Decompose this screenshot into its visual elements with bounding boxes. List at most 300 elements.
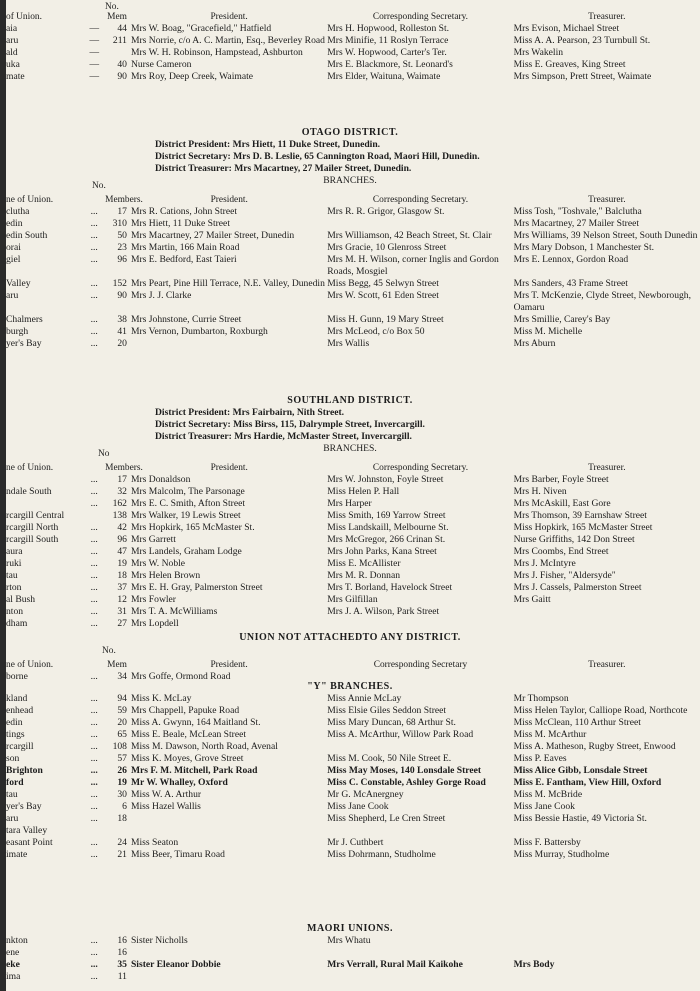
dash-mark: ...	[90, 314, 98, 325]
dash-mark: —	[89, 71, 100, 82]
union-name: imate	[6, 849, 28, 860]
union-name: aia	[6, 23, 18, 34]
member-count: 12	[117, 594, 127, 605]
union-name: rcargill	[6, 741, 34, 752]
secretary-cell: Miss C. Constable, Ashley Gorge Road	[327, 777, 486, 788]
maori-title: MAORI UNIONS.	[307, 923, 393, 934]
union-name: ford	[6, 777, 24, 788]
president-cell: Mrs J. J. Clarke	[130, 290, 192, 301]
table-row	[0, 546, 700, 558]
president-cell: Mrs Malcolm, The Parsonage	[130, 486, 245, 497]
dash-mark: —	[89, 59, 100, 70]
table-row	[0, 23, 700, 35]
header-mem-no: No.	[92, 181, 106, 191]
member-count: 35	[117, 959, 127, 970]
union-name: edin	[6, 717, 23, 728]
president-cell: Mrs Walker, 19 Lewis Street	[130, 510, 241, 521]
union-name: edin	[6, 218, 23, 229]
table-row	[0, 765, 700, 777]
president-cell: Mrs R. Cations, John Street	[130, 206, 238, 217]
table-row	[0, 35, 700, 47]
president-cell: Miss A. Gwynn, 164 Maitland St.	[130, 717, 261, 728]
president-cell: Mrs E. Bedford, East Taieri	[130, 254, 237, 265]
dash-mark: ...	[90, 534, 98, 545]
union-name: rcargill North	[6, 522, 59, 533]
union-name: rcargill Central	[6, 510, 65, 521]
table-row	[0, 314, 700, 326]
header-president: President.	[210, 463, 248, 473]
treasurer-cell: Mrs Aburn	[513, 338, 556, 349]
secretary-cell: Miss Smith, 169 Yarrow Street	[327, 510, 446, 521]
southland-title: SOUTHLAND DISTRICT.	[287, 395, 413, 406]
union-name: burgh	[6, 326, 29, 337]
dash-mark: ...	[90, 741, 98, 752]
union-name: clutha	[6, 206, 30, 217]
table-row	[0, 594, 700, 606]
header-union: ne of Union.	[6, 660, 54, 670]
union-name: ald	[6, 47, 18, 58]
member-count: 310	[112, 218, 127, 229]
secretary-cell: Mrs T. Borland, Havelock Street	[327, 582, 453, 593]
table-row	[0, 947, 700, 959]
y-branches-section	[0, 679, 700, 861]
treasurer-cell: Miss Helen Taylor, Calliope Road, Northcote	[513, 705, 688, 716]
table-row	[0, 837, 700, 849]
union-name: nton	[6, 606, 24, 617]
president-cell: Mrs Garrett	[130, 534, 176, 545]
member-count: 19	[117, 777, 127, 788]
member-count: 138	[112, 510, 127, 521]
member-count: 18	[117, 570, 127, 581]
table-row	[0, 486, 700, 498]
union-name: borne	[6, 671, 28, 682]
header-secretary: Corresponding Secretary	[373, 660, 468, 670]
member-count: 38	[117, 314, 127, 325]
secretary-cell: Mrs R. R. Grigor, Glasgow St.	[327, 206, 445, 217]
treasurer-cell: Miss M. Michelle	[513, 326, 583, 337]
dash-mark: ...	[90, 546, 98, 557]
union-name: easant Point	[6, 837, 53, 848]
southland-header	[0, 462, 700, 474]
treasurer-cell: Miss E. Greaves, King Street	[513, 59, 626, 70]
table-row	[0, 278, 700, 290]
member-count: 47	[117, 546, 127, 557]
secretary-cell: Miss Annie McLay	[327, 693, 402, 704]
treasurer-cell: Mrs Williams, 39 Nelson Street, South Dunedin	[513, 230, 698, 241]
secretary-cell: Miss Begg, 45 Selwyn Street	[327, 278, 439, 289]
president-cell: Mrs W. H. Robinson, Hampstead, Ashburton	[130, 47, 303, 58]
treasurer-cell: Mrs J. Cassels, Palmerston Street	[513, 582, 642, 593]
dash-mark: ...	[90, 693, 98, 704]
president-cell: Mrs Fowler	[130, 594, 176, 605]
header-treasurer: Treasurer.	[588, 195, 626, 205]
secretary-cell: Miss Shepherd, Le Cren Street	[327, 813, 446, 824]
treasurer-cell: Miss A. A. Pearson, 23 Turnbull St.	[513, 35, 651, 46]
union-name: ima	[6, 971, 21, 982]
union-name: dham	[6, 618, 28, 629]
header-union: ne of Union.	[6, 195, 54, 205]
secretary-cell: Mrs J. A. Wilson, Park Street	[327, 606, 440, 617]
union-name: tings	[6, 729, 25, 740]
secretary-cell: Miss Helen P. Hall	[327, 486, 400, 497]
secretary-cell: Miss Mary Duncan, 68 Arthur St.	[327, 717, 456, 728]
member-count: 26	[117, 765, 127, 776]
dash-mark: ...	[90, 594, 98, 605]
header-secretary: Corresponding Secretary.	[372, 463, 469, 473]
treasurer-cell: Mr Thompson	[513, 693, 569, 704]
treasurer-cell: Mrs McAskill, East Gore	[513, 498, 611, 509]
secretary-cell: Mrs McLeod, c/o Box 50	[327, 326, 425, 337]
treasurer-cell: Miss M. McBride	[513, 789, 583, 800]
secretary-cell: Miss Jane Cook	[327, 801, 389, 812]
southland-president: District President: Mrs Fairbairn, Nith Street.	[155, 407, 345, 418]
member-count: 96	[117, 534, 127, 545]
dash-mark: ...	[90, 971, 98, 982]
member-count: 19	[117, 558, 127, 569]
union-name: ruki	[6, 558, 22, 569]
member-count: 11	[117, 971, 127, 982]
member-count: 20	[117, 338, 127, 349]
member-count: 90	[117, 71, 127, 82]
maori-section	[0, 921, 700, 983]
secretary-cell: Mrs Gilfillan	[327, 594, 378, 605]
header-treasurer: Treasurer.	[588, 12, 626, 22]
union-name: ndale South	[6, 486, 52, 497]
dash-mark: ...	[90, 789, 98, 800]
dash-mark: ...	[90, 837, 98, 848]
treasurer-cell: Mrs Evison, Michael Street	[513, 23, 620, 34]
secretary-cell: Mrs Whatu	[327, 935, 371, 946]
treasurer-cell: Mrs Barber, Foyle Street	[513, 474, 609, 485]
table-row	[0, 510, 700, 522]
secretary-cell: Miss Dohrmann, Studholme	[327, 849, 436, 860]
president-cell: Mrs W. Boag, "Gracefield," Hatfield	[130, 23, 272, 34]
member-count: 18	[117, 813, 127, 824]
president-cell: Mrs Martin, 166 Main Road	[130, 242, 240, 253]
otago-president: District President: Mrs Hiett, 11 Duke Street, Dunedin.	[155, 139, 381, 150]
otago-rows	[0, 206, 700, 350]
header-president: President.	[210, 660, 248, 670]
canterbury-rows	[0, 23, 700, 83]
dash-mark: ...	[90, 947, 98, 958]
table-row	[0, 242, 700, 254]
treasurer-cell: Mrs Thomson, 39 Earnshaw Street	[513, 510, 647, 521]
table-row	[0, 582, 700, 594]
member-count: 162	[112, 498, 127, 509]
union-name: aru	[6, 290, 19, 301]
president-cell: Miss E. Beale, McLean Street	[130, 729, 247, 740]
dash-mark: ...	[90, 671, 98, 682]
treasurer-cell: Miss Alice Gibb, Lonsdale Street	[513, 765, 648, 776]
union-name: aru	[6, 813, 19, 824]
table-row	[0, 693, 700, 705]
otago-treasurer: District Treasurer: Mrs Macartney, 27 Mailer Street, Dunedin.	[155, 163, 412, 174]
member-count: 42	[117, 522, 127, 533]
header-mem: Members.	[105, 463, 143, 473]
member-count: 40	[117, 59, 127, 70]
member-count: 27	[117, 618, 127, 629]
table-row	[0, 935, 700, 947]
member-count: 211	[112, 35, 127, 46]
treasurer-cell: Mrs Macartney, 27 Mailer Street	[513, 218, 640, 229]
member-count: 50	[117, 230, 127, 241]
president-cell: Mrs Donaldson	[130, 474, 191, 485]
president-cell: Mrs Chappell, Papuke Road	[130, 705, 240, 716]
union-name: kland	[6, 693, 28, 704]
president-cell: Mrs Peart, Pine Hill Terrace, N.E. Valley, Dunedin	[130, 278, 325, 289]
dash-mark: ...	[90, 254, 98, 265]
table-row	[0, 825, 700, 837]
table-row	[0, 777, 700, 789]
president-cell: Miss W. A. Arthur	[130, 789, 202, 800]
southland-secretary: District Secretary: Miss Birss, 115, Dalrymple Street, Invercargill.	[155, 419, 425, 430]
union-name: Valley	[6, 278, 31, 289]
dash-mark: ...	[90, 326, 98, 337]
president-cell: Mrs Roy, Deep Creek, Waimate	[130, 71, 254, 82]
member-count: 16	[117, 947, 127, 958]
table-row	[0, 534, 700, 546]
member-count: 32	[117, 486, 127, 497]
member-count: 90	[117, 290, 127, 301]
member-count: 41	[117, 326, 127, 337]
president-cell: Miss M. Dawson, North Road, Avenal	[130, 741, 278, 752]
table-row	[0, 570, 700, 582]
secretary-cell: Mrs W. Scott, 61 Eden Street	[327, 290, 439, 301]
dash-mark: ...	[90, 618, 98, 629]
header-president: President.	[210, 195, 248, 205]
treasurer-cell: Mrs Mary Dobson, 1 Manchester St.	[513, 242, 655, 253]
dash-mark: ...	[90, 753, 98, 764]
dash-mark: ...	[90, 765, 98, 776]
secretary-cell: Mrs Minifie, 11 Roslyn Terrace	[327, 35, 449, 46]
secretary-cell: Miss Elsie Giles Seddon Street	[327, 705, 447, 716]
dash-mark: ...	[90, 849, 98, 860]
union-name: yer's Bay	[6, 801, 42, 812]
president-cell: Mrs Helen Brown	[130, 570, 201, 581]
table-row	[0, 59, 700, 71]
table-row	[0, 338, 700, 350]
treasurer-cell: Mrs Sanders, 43 Frame Street	[513, 278, 628, 289]
southland-branches: BRANCHES.	[323, 443, 377, 454]
president-cell: Sister Eleanor Dobbie	[130, 959, 221, 970]
treasurer-cell: Mrs E. Lennox, Gordon Road	[513, 254, 629, 265]
president-cell: Miss K. Moyes, Grove Street	[130, 753, 244, 764]
member-count: 152	[112, 278, 127, 289]
member-count: 17	[117, 206, 127, 217]
canterbury-section	[0, 0, 700, 83]
treasurer-cell: Miss E. Fantham, View Hill, Oxford	[513, 777, 662, 788]
member-count: 65	[117, 729, 127, 740]
header-treasurer: Treasurer.	[588, 660, 626, 670]
member-count: 6	[122, 801, 127, 812]
union-name: Chalmers	[6, 314, 43, 325]
unattached-header	[0, 659, 700, 671]
secretary-cell: Mr J. Cuthbert	[327, 837, 384, 848]
southland-rows	[0, 474, 700, 630]
treasurer-cell: Mrs J. McIntyre	[513, 558, 576, 569]
header-mem-no: No	[98, 449, 110, 459]
member-count: 24	[117, 837, 127, 848]
table-row	[0, 618, 700, 630]
otago-secretary: District Secretary: Mrs D. B. Leslie, 65 Cannington Road, Maori Hill, Dunedin.	[155, 151, 480, 162]
secretary-cell: Mrs H. Hopwood, Rolleston St.	[327, 23, 450, 34]
header-secretary: Corresponding Secretary.	[372, 195, 469, 205]
dash-mark: ...	[90, 801, 98, 812]
table-row	[0, 959, 700, 971]
table-row	[0, 206, 700, 218]
member-count: 16	[117, 935, 127, 946]
president-cell: Mrs E. H. Gray, Palmerston Street	[130, 582, 263, 593]
secretary-cell: Miss Landskaill, Melbourne St.	[327, 522, 449, 533]
treasurer-cell: Miss Bessie Hastie, 49 Victoria St.	[513, 813, 647, 824]
president-cell: Miss Beer, Timaru Road	[130, 849, 225, 860]
maori-rows	[0, 935, 700, 983]
member-count: 17	[117, 474, 127, 485]
secretary-cell: Mrs Williamson, 42 Beach Street, St. Clair	[327, 230, 492, 241]
member-count: 30	[117, 789, 127, 800]
dash-mark: ...	[90, 486, 98, 497]
union-name: al Bush	[6, 594, 36, 605]
dash-mark: ...	[90, 498, 98, 509]
president-cell: Sister Nicholls	[130, 935, 188, 946]
union-name: rton	[6, 582, 22, 593]
dash-mark: ...	[90, 206, 98, 217]
member-count: 94	[117, 693, 127, 704]
table-row	[0, 789, 700, 801]
president-cell: Mrs E. C. Smith, Afton Street	[130, 498, 246, 509]
dash-mark: ...	[90, 777, 98, 788]
union-name: mate	[6, 71, 25, 82]
secretary-cell: Mrs Wallis	[327, 338, 370, 349]
treasurer-cell: Mrs T. McKenzie, Clyde Street, Newborough, Oamaru	[513, 290, 691, 313]
president-cell: Miss Seaton	[130, 837, 179, 848]
header-mem: Mem	[107, 12, 127, 22]
dash-mark: ...	[90, 729, 98, 740]
treasurer-cell: Mrs J. Fisher, "Aldersyde"	[513, 570, 616, 581]
president-cell: Mrs Landels, Graham Lodge	[130, 546, 242, 557]
otago-title: OTAGO DISTRICT.	[301, 127, 399, 138]
president-cell: Mrs Johnstone, Currie Street	[130, 314, 242, 325]
table-row	[0, 753, 700, 765]
union-name: ene	[6, 947, 20, 958]
member-count: 37	[117, 582, 127, 593]
secretary-cell: Mrs Harper	[327, 498, 372, 509]
member-count: 57	[117, 753, 127, 764]
header-president: President.	[210, 12, 248, 22]
union-name: son	[6, 753, 20, 764]
header-union: of Union.	[6, 12, 42, 22]
secretary-cell: Mrs John Parks, Kana Street	[327, 546, 437, 557]
treasurer-cell: Miss Tosh, "Toshvale," Balclutha	[513, 206, 642, 217]
table-row	[0, 741, 700, 753]
secretary-cell: Mrs Gracie, 10 Glenross Street	[327, 242, 447, 253]
dash-mark: ...	[90, 522, 98, 533]
president-cell: Mrs Vernon, Dumbarton, Roxburgh	[130, 326, 268, 337]
president-cell: Mrs Norrie, c/o A. C. Martin, Esq., Beverley Road	[130, 35, 325, 46]
southland-treasurer: District Treasurer: Mrs Hardie, McMaster Street, Invercargill.	[155, 431, 412, 442]
treasurer-cell: Mrs Simpson, Prett Street, Waimate	[513, 71, 652, 82]
dash-mark: ...	[90, 570, 98, 581]
treasurer-cell: Miss A. Matheson, Rugby Street, Enwood	[513, 741, 676, 752]
header-mem-no: No.	[102, 646, 116, 656]
treasurer-cell: Mrs Gaitt	[513, 594, 551, 605]
dash-mark: ...	[90, 606, 98, 617]
union-name: edin South	[6, 230, 48, 241]
secretary-cell: Miss H. Gunn, 19 Mary Street	[327, 314, 444, 325]
dash-mark: ...	[90, 278, 98, 289]
president-cell: Mrs Lopdell	[130, 618, 179, 629]
table-row	[0, 254, 700, 278]
president-cell: Mrs W. Noble	[130, 558, 186, 569]
table-row	[0, 71, 700, 83]
member-count: 108	[112, 741, 127, 752]
dash-mark: ...	[90, 290, 98, 301]
president-cell: Miss K. McLay	[130, 693, 192, 704]
treasurer-cell: Miss Murray, Studholme	[513, 849, 610, 860]
table-row	[0, 729, 700, 741]
secretary-cell: Mrs M. H. Wilson, corner Inglis and Gordon Roads, Mosgiel	[327, 254, 499, 277]
union-name: orai	[6, 242, 21, 253]
dash-mark: —	[89, 35, 100, 46]
treasurer-cell: Miss Jane Cook	[513, 801, 575, 812]
member-count: 44	[117, 23, 127, 34]
secretary-cell: Mrs W. Hopwood, Carter's Ter.	[327, 47, 447, 58]
union-name: tau	[6, 789, 18, 800]
table-row	[0, 849, 700, 861]
dash-mark: ...	[90, 582, 98, 593]
president-cell: Nurse Cameron	[130, 59, 192, 70]
y-branches-rows	[0, 693, 700, 861]
member-count: 23	[117, 242, 127, 253]
president-cell: Mrs F. M. Mitchell, Park Road	[130, 765, 258, 776]
dash-mark: ...	[90, 474, 98, 485]
union-name: nkton	[6, 935, 28, 946]
treasurer-cell: Mrs H. Niven	[513, 486, 567, 497]
dash-mark: ...	[90, 338, 98, 349]
dash-mark: ...	[90, 959, 98, 970]
table-row	[0, 971, 700, 983]
header-mem-no: No.	[105, 2, 119, 12]
president-cell: Mrs Hiett, 11 Duke Street	[130, 218, 230, 229]
member-count: 59	[117, 705, 127, 716]
header-treasurer: Treasurer.	[588, 463, 626, 473]
president-cell: Mrs Macartney, 27 Mailer Street, Dunedin	[130, 230, 295, 241]
secretary-cell: Miss A. McArthur, Willow Park Road	[327, 729, 474, 740]
dash-mark: ...	[90, 717, 98, 728]
dash-mark: ...	[90, 230, 98, 241]
secretary-cell: Mrs Elder, Waituna, Waimate	[327, 71, 441, 82]
dash-mark: ...	[90, 705, 98, 716]
president-cell: Mrs Hopkirk, 165 McMaster St.	[130, 522, 255, 533]
treasurer-cell: Miss Hopkirk, 165 McMaster Street	[513, 522, 653, 533]
treasurer-cell: Miss P. Eaves	[513, 753, 567, 764]
union-name: enhead	[6, 705, 34, 716]
unattached-title: UNION NOT ATTACHEDTO ANY DISTRICT.	[239, 632, 461, 643]
table-row	[0, 498, 700, 510]
table-row	[0, 326, 700, 338]
member-count: 34	[117, 671, 127, 682]
treasurer-cell: Nurse Griffiths, 142 Don Street	[513, 534, 635, 545]
dash-mark: ...	[90, 935, 98, 946]
treasurer-cell: Miss McClean, 110 Arthur Street	[513, 717, 641, 728]
table-row	[0, 606, 700, 618]
treasurer-cell: Mrs Smillie, Carey's Bay	[513, 314, 611, 325]
secretary-cell: Miss E. McAllister	[327, 558, 401, 569]
member-count: 96	[117, 254, 127, 265]
treasurer-cell: Mrs Body	[513, 959, 555, 970]
member-count: 21	[117, 849, 127, 860]
table-row	[0, 290, 700, 314]
